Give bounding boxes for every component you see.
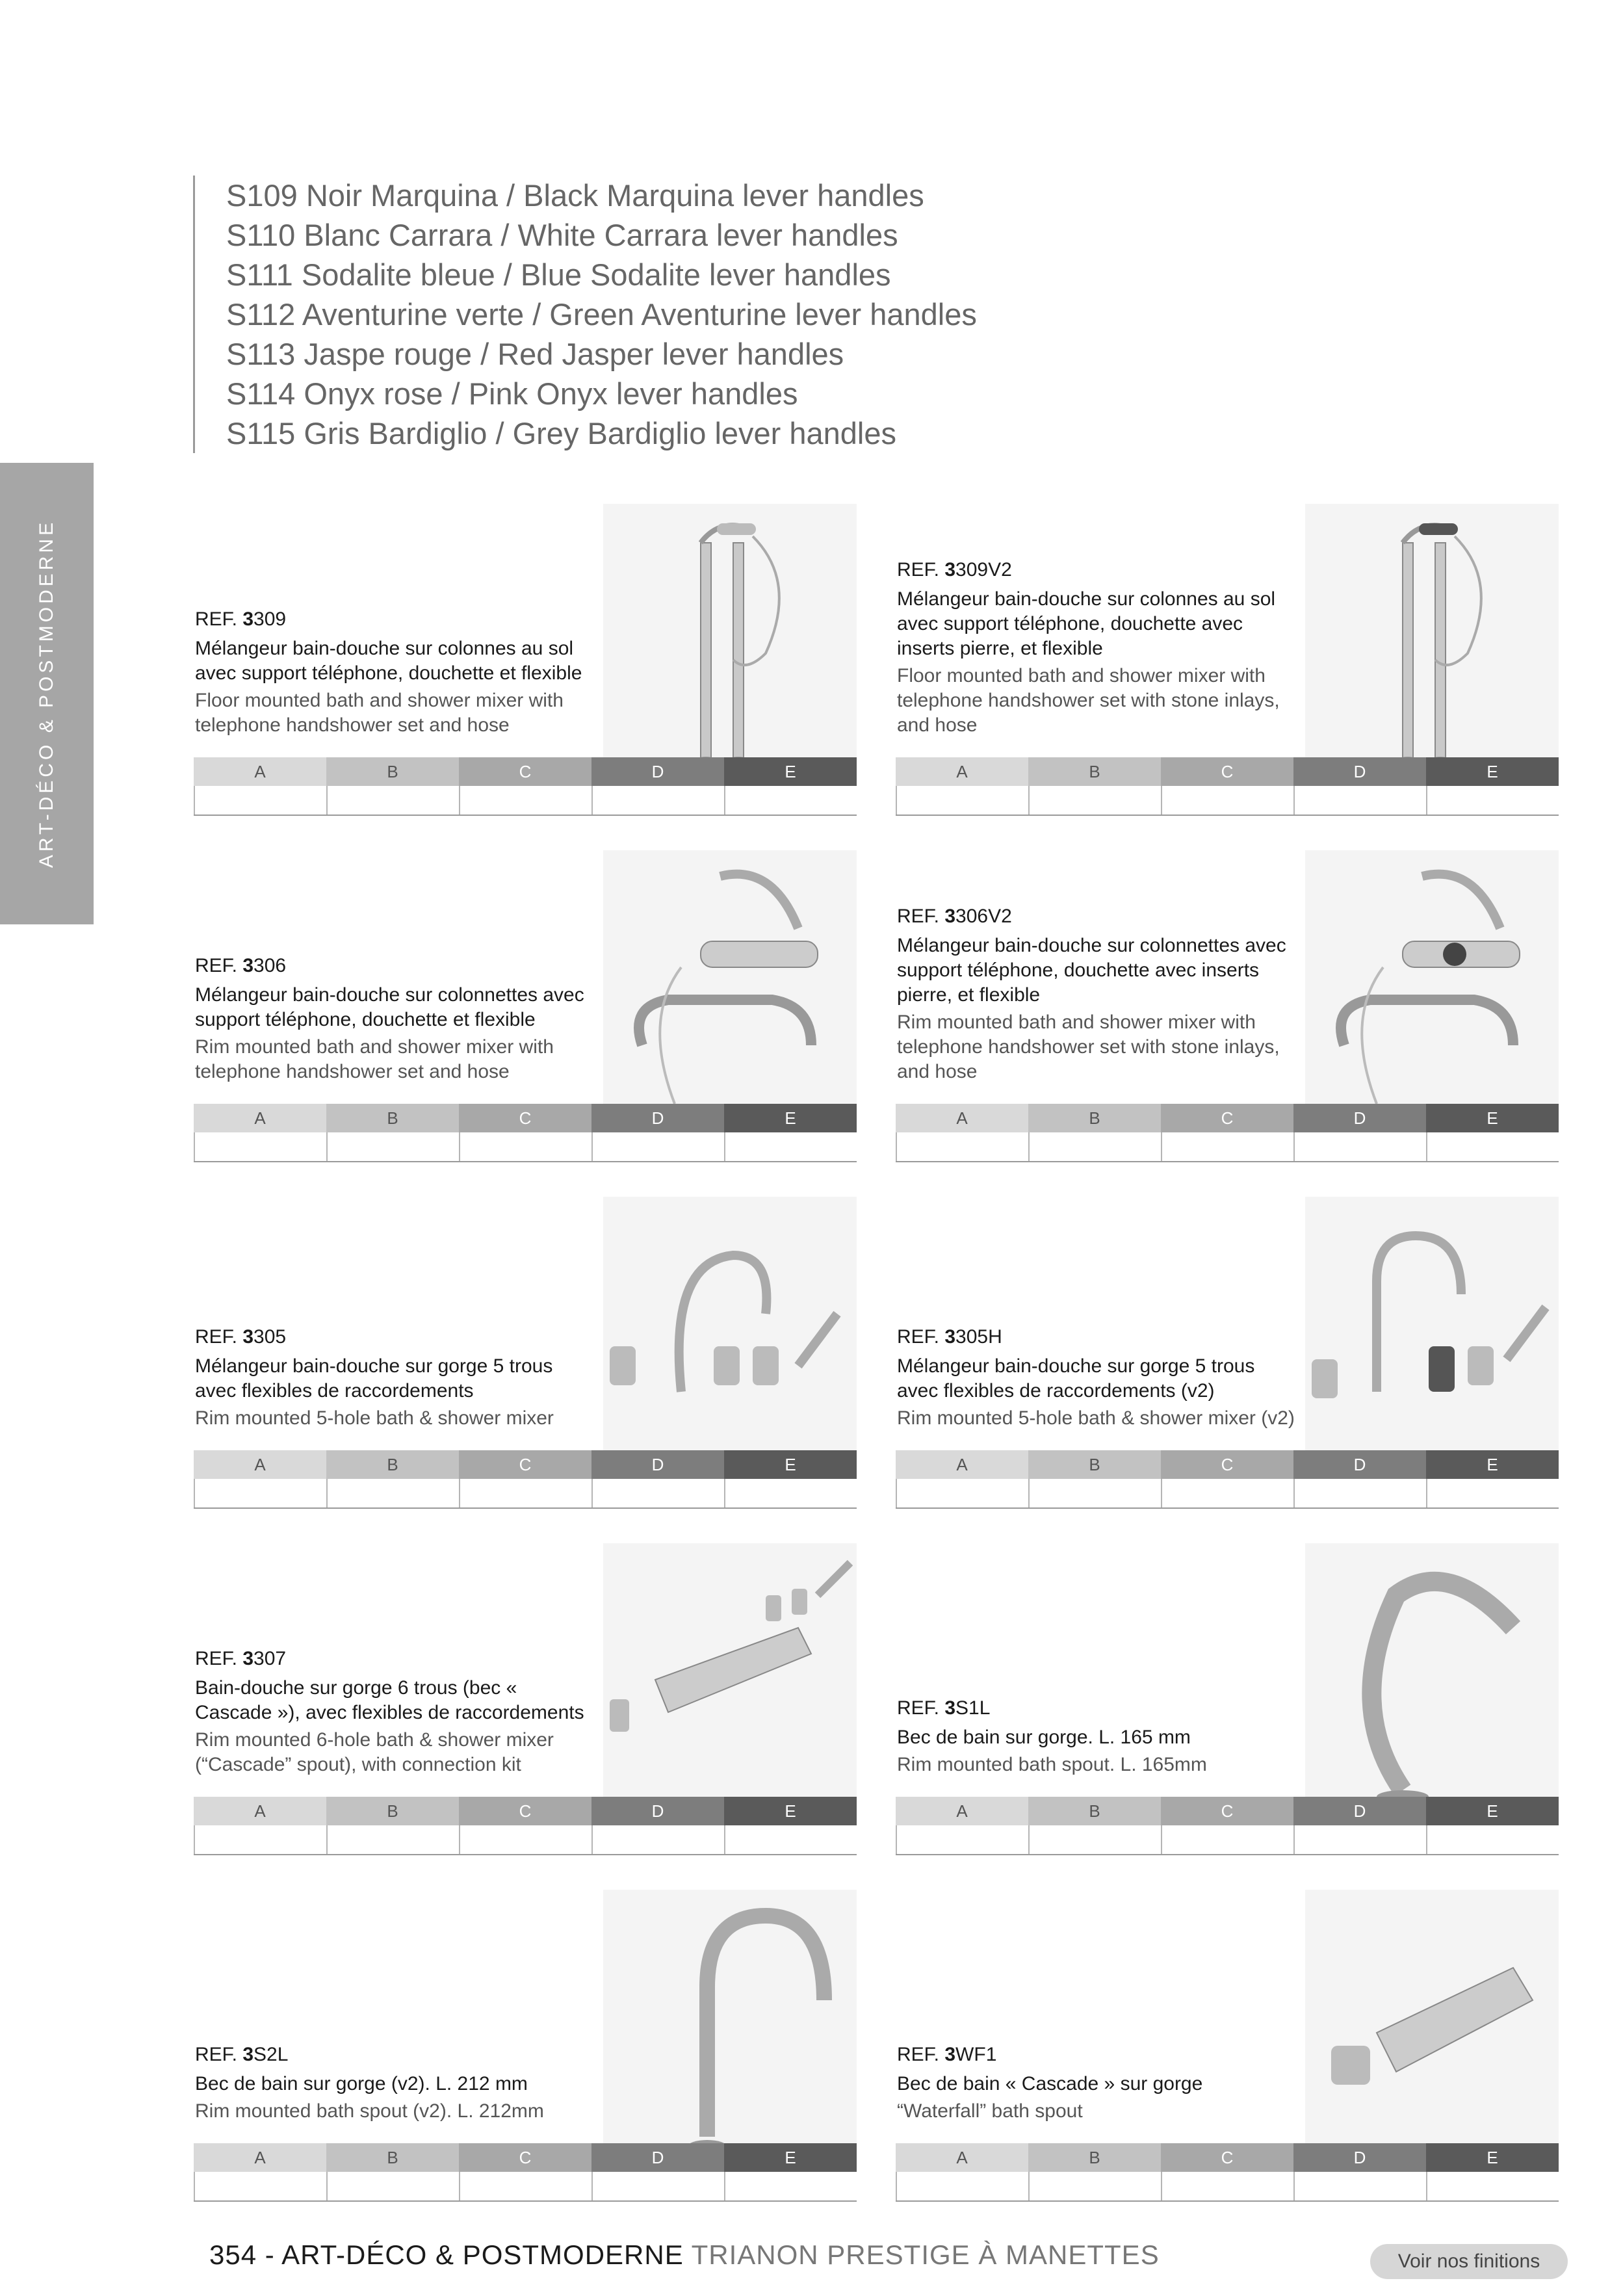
finish-col-a: A [194,1450,326,1479]
finish-col-e: E [1426,1450,1559,1479]
faucet-floor-mounted-icon [1305,504,1559,770]
finish-item: S110 Blanc Carrara / White Carrara lever handles [226,218,898,252]
finish-grid [896,2143,1559,2202]
product-image [603,850,857,1117]
finish-col-e: E [1426,2143,1559,2172]
finish-col-d: D [591,1797,724,1825]
finish-grid [194,1450,857,1509]
finish-col-b: B [326,757,459,786]
finish-col-d: D [591,1450,724,1479]
product-image [603,1543,857,1810]
finish-grid [194,1797,857,1855]
product-card [194,850,857,1162]
product-description-en: Rim mounted bath spout. L. 165mm [897,1754,1207,1775]
finish-col-a: A [896,1797,1028,1825]
product-card [896,1543,1559,1855]
product-ref: REF. 3306 [195,955,287,976]
faucet-floor-mounted-icon [603,504,857,770]
finish-col-b: B [1028,757,1161,786]
product-ref: REF. 3306V2 [897,906,1012,927]
finish-col-e: E [724,1797,857,1825]
finish-item: S111 Sodalite bleue / Blue Sodalite lever handles [226,257,891,292]
finish-col-d: D [1293,1797,1426,1825]
product-description-en: Rim mounted bath and shower mixer with telephone handshower set and hose [195,1036,554,1082]
view-finishes-button[interactable]: Voir nos finitions [1370,2244,1568,2279]
finish-col-a: A [194,1797,326,1825]
finish-col-d: D [1293,1104,1426,1132]
finish-col-b: B [1028,1450,1161,1479]
finish-col-c: C [459,1797,591,1825]
finish-col-c: C [1161,1797,1293,1825]
finish-col-e: E [724,1450,857,1479]
product-card [896,850,1559,1162]
finish-grid [194,757,857,816]
finish-col-b: B [1028,1104,1161,1132]
finish-item: S115 Gris Bardiglio / Grey Bardiglio lever handles [226,416,897,450]
finish-col-d: D [1293,2143,1426,2172]
finish-grid [896,1104,1559,1162]
product-ref: REF. 3307 [195,1648,287,1669]
faucet-rim-mounted-icon [603,850,857,1117]
finish-col-e: E [1426,757,1559,786]
product-ref: REF. 3309V2 [897,559,1012,581]
product-description-fr: Mélangeur bain-douche sur gorge 5 trous avec flexibles de raccordements (v2) [897,1355,1255,1402]
product-description-fr: Mélangeur bain-douche sur colonnettes avec support téléphone, douchette et flexible [195,984,584,1030]
finish-col-c: C [1161,1104,1293,1132]
finish-col-a: A [896,757,1028,786]
finish-item: S113 Jaspe rouge / Red Jasper lever handles [226,337,844,371]
faucet-5-hole-icon [603,1197,857,1463]
product-card [194,1890,857,2202]
product-card [896,504,1559,816]
product-image [1305,850,1559,1117]
product-ref: REF. 3305 [195,1326,287,1348]
product-image [1305,1543,1559,1810]
finish-col-a: A [896,1450,1028,1479]
finish-col-c: C [1161,2143,1293,2172]
finish-col-c: C [459,1104,591,1132]
finish-col-e: E [724,2143,857,2172]
footer-main: 354 - ART-DÉCO & POSTMODERNE [209,2239,684,2270]
product-image [1305,1890,1559,2156]
finish-col-c: C [459,757,591,786]
product-description-fr: Mélangeur bain-douche sur gorge 5 trous avec flexibles de raccordements [195,1355,553,1402]
finish-col-a: A [896,1104,1028,1132]
finish-col-d: D [591,2143,724,2172]
product-image [1305,504,1559,770]
finish-col-e: E [1426,1104,1559,1132]
finish-col-e: E [1426,1797,1559,1825]
page-footer-title [209,2239,1160,2271]
finish-col-b: B [326,1450,459,1479]
product-card [896,1197,1559,1509]
product-description-en: Rim mounted 5-hole bath & shower mixer (v2) [897,1407,1295,1429]
product-image [603,1197,857,1463]
finish-list [193,176,1201,453]
finish-col-b: B [326,1104,459,1132]
product-ref: REF. 3WF1 [897,2044,997,2065]
finish-col-c: C [459,2143,591,2172]
finish-col-b: B [1028,2143,1161,2172]
finish-col-b: B [1028,1797,1161,1825]
product-description-en: Rim mounted bath and shower mixer with telephone handshower set with stone inlays, and hose [897,1011,1280,1082]
faucet-rim-mounted-icon [1305,850,1559,1117]
finish-grid [896,757,1559,816]
finish-col-a: A [194,1104,326,1132]
product-description-fr: Bec de bain sur gorge (v2). L. 212 mm [195,2073,528,2094]
product-image [1305,1197,1559,1463]
product-description-fr: Mélangeur bain-douche sur colonnes au sol avec support téléphone, douchette avec inserts pierre, et flexible [897,588,1276,659]
finish-col-b: B [326,1797,459,1825]
faucet-5-hole-icon [1305,1197,1559,1463]
finish-col-c: C [459,1450,591,1479]
finish-col-e: E [724,757,857,786]
finish-col-e: E [724,1104,857,1132]
product-description-fr: Bec de bain sur gorge. L. 165 mm [897,1727,1191,1748]
finish-col-b: B [326,2143,459,2172]
product-ref: REF. 3S2L [195,2044,289,2065]
finish-col-d: D [1293,1450,1426,1479]
finish-col-a: A [194,757,326,786]
product-description-en: Rim mounted 6-hole bath & shower mixer (“Cascade” spout), with connection kit [195,1729,554,1775]
product-description-fr: Bec de bain « Cascade » sur gorge [897,2073,1203,2094]
product-ref: REF. 3309 [195,608,287,630]
finish-grid [896,1797,1559,1855]
cascade-6-hole-icon [603,1543,857,1810]
finish-col-c: C [1161,757,1293,786]
product-description-en: Rim mounted 5-hole bath & shower mixer [195,1407,554,1429]
product-description-en: Floor mounted bath and shower mixer with telephone handshower set and hose [195,690,564,736]
product-image [603,1890,857,2156]
finish-grid [194,1104,857,1162]
product-description-fr: Mélangeur bain-douche sur colonnettes avec support téléphone, douchette avec inserts pierre, et flexible [897,935,1286,1006]
finish-item: S114 Onyx rose / Pink Onyx lever handles [226,376,798,411]
product-card [194,504,857,816]
finish-item: S112 Aventurine verte / Green Aventurine lever handles [226,297,977,332]
product-ref: REF. 3305H [897,1326,1002,1348]
product-ref: REF. 3S1L [897,1697,991,1719]
product-image [603,504,857,770]
bath-spout-icon [1305,1543,1559,1810]
product-card [896,1890,1559,2202]
product-description-en: Rim mounted bath spout (v2). L. 212mm [195,2100,544,2122]
finish-item: S109 Noir Marquina / Black Marquina lever handles [226,178,924,213]
finish-col-a: A [194,2143,326,2172]
footer-sub: TRIANON PRESTIGE À MANETTES [683,2239,1160,2270]
product-description-fr: Mélangeur bain-douche sur colonnes au sol avec support téléphone, douchette et flexible [195,638,582,684]
finish-col-d: D [591,757,724,786]
finish-col-c: C [1161,1450,1293,1479]
finish-grid [896,1450,1559,1509]
finish-grid [194,2143,857,2202]
product-description-fr: Bain-douche sur gorge 6 trous (bec « Cascade »), avec flexibles de raccordements [195,1677,584,1723]
bath-spout-icon [603,1890,857,2156]
cascade-spout-icon [1305,1890,1559,2156]
product-card [194,1197,857,1509]
product-description-en: “Waterfall” bath spout [897,2100,1083,2122]
finish-col-a: A [896,2143,1028,2172]
side-tab-label: ART-DÉCO & POSTMODERNE [36,519,57,868]
finish-col-d: D [591,1104,724,1132]
product-description-en: Floor mounted bath and shower mixer with telephone handshower set with stone inlays, and hose [897,665,1280,736]
product-card [194,1543,857,1855]
finish-col-d: D [1293,757,1426,786]
section-side-tab [0,463,94,924]
